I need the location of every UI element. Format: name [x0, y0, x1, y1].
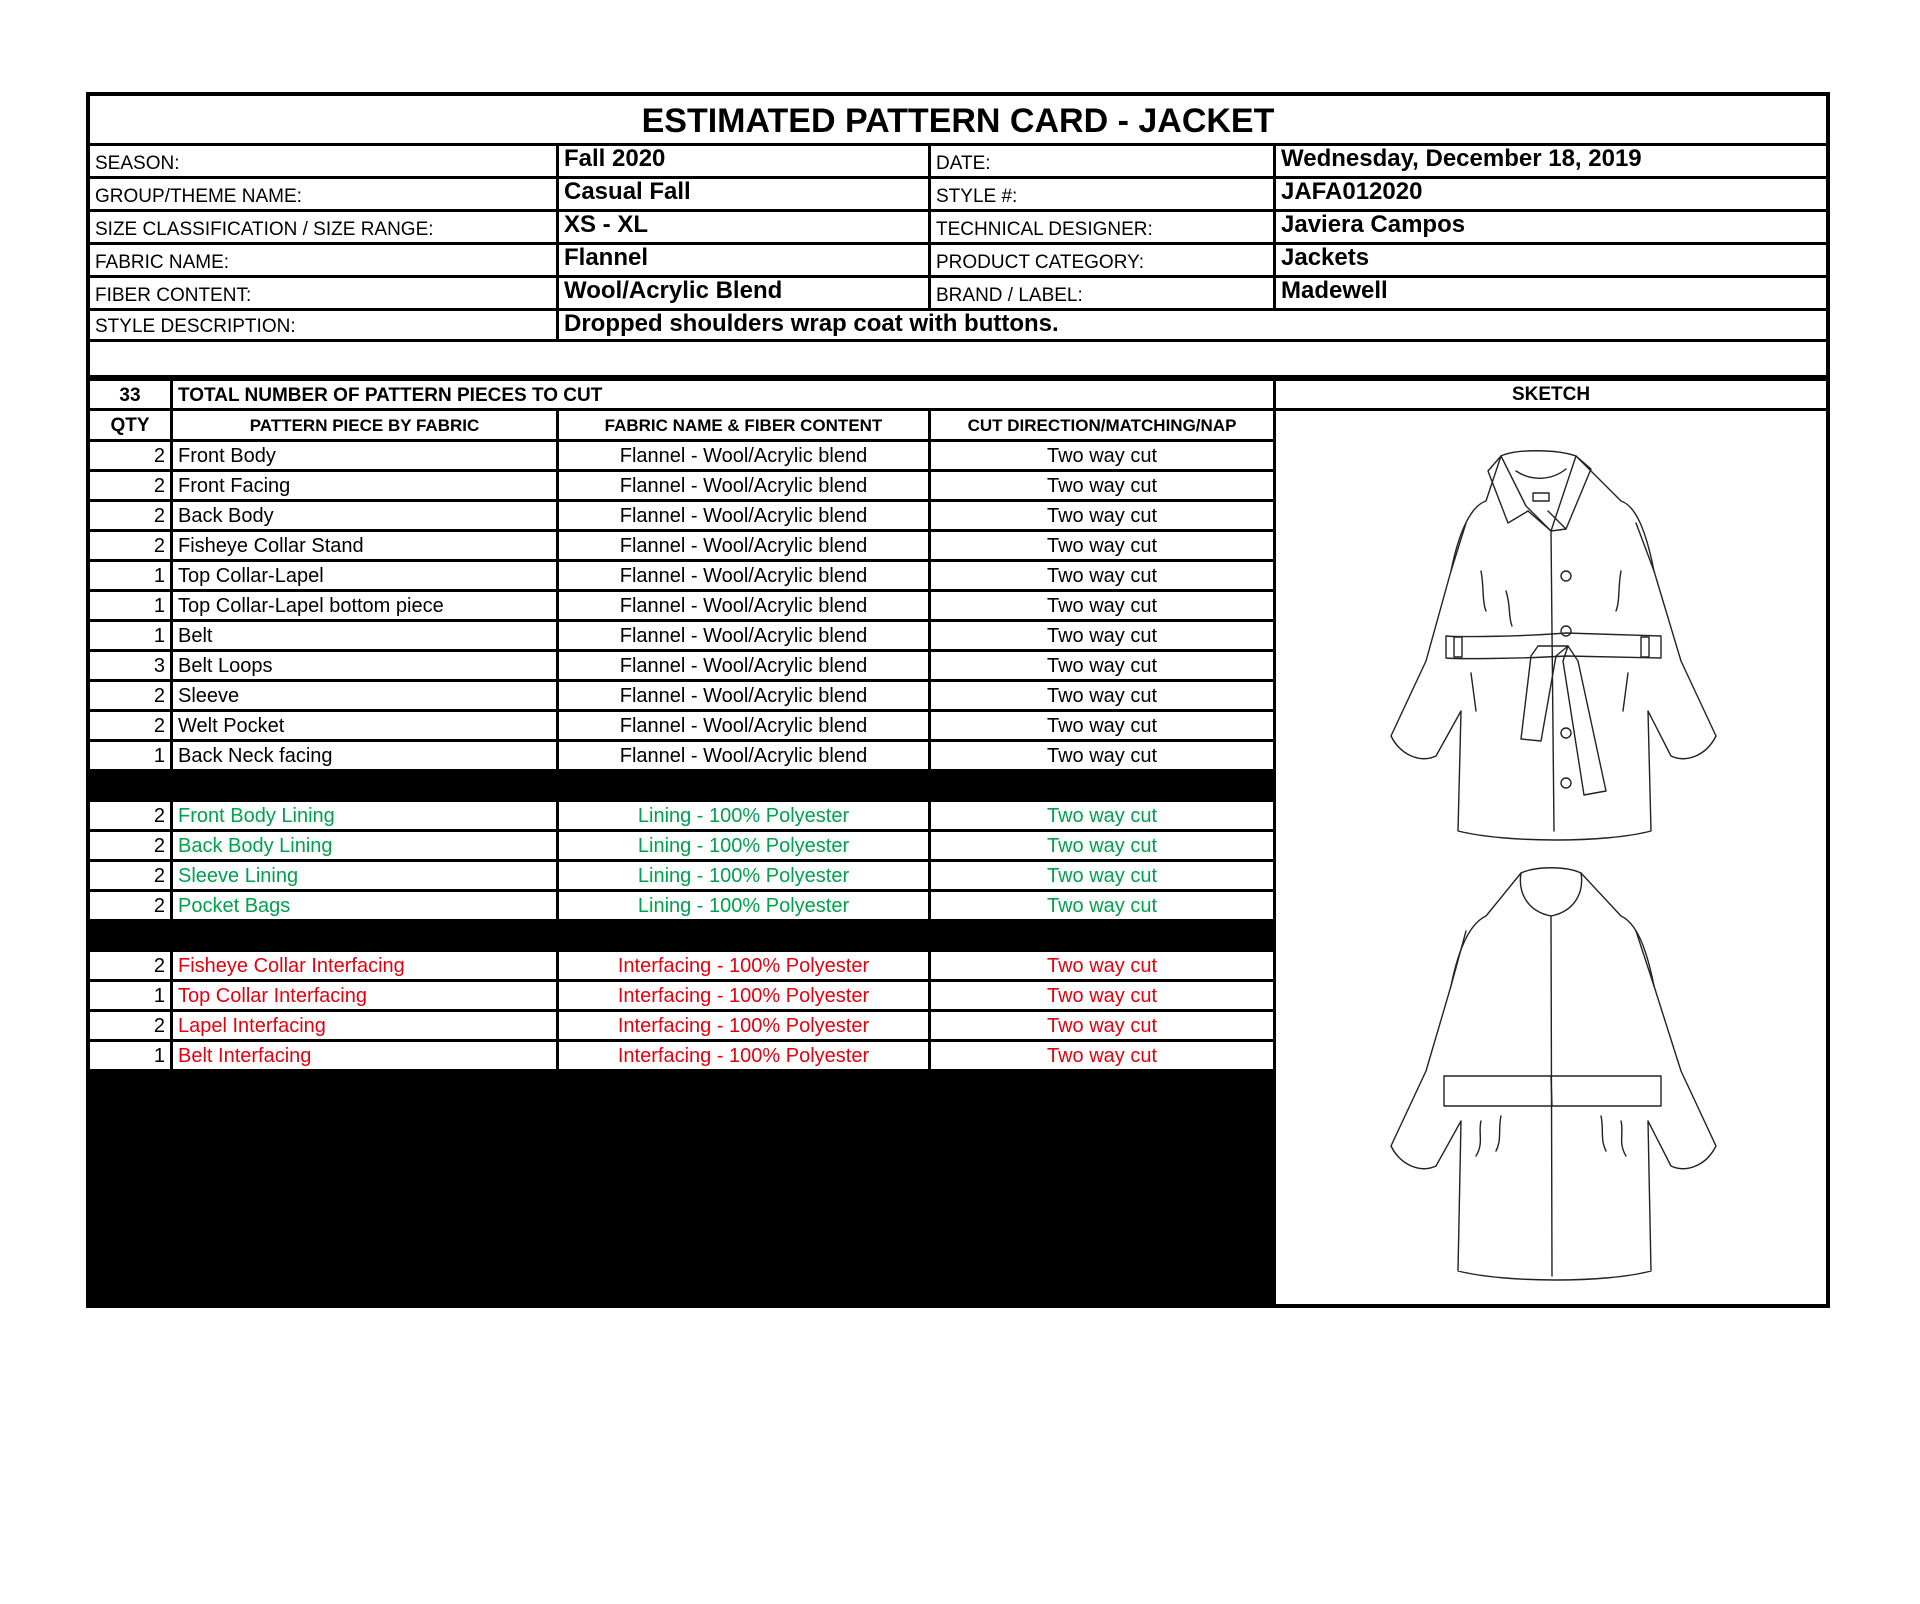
qty-cell: 1	[153, 565, 165, 587]
fabric-cell: Flannel - Wool/Acrylic blend	[556, 592, 928, 619]
cut-direction-cell: Two way cut	[928, 1012, 1273, 1039]
table-row	[90, 832, 1273, 862]
table-row	[90, 892, 1273, 922]
piece-cell: Belt Interfacing	[170, 1042, 556, 1069]
piece-cell: Front Body Lining	[170, 802, 556, 829]
cut-direction-cell: Two way cut	[928, 892, 1273, 919]
fabric-cell: Flannel - Wool/Acrylic blend	[556, 652, 928, 679]
brand-value: Madewell	[1273, 278, 1826, 308]
cut-direction-cell: Two way cut	[928, 622, 1273, 649]
cut-direction-cell: Two way cut	[928, 562, 1273, 589]
size-label: SIZE CLASSIFICATION / SIZE RANGE:	[95, 219, 434, 240]
style-label: STYLE #:	[928, 179, 1273, 209]
piece-cell: Belt	[170, 622, 556, 649]
cut-direction-cell: Two way cut	[928, 592, 1273, 619]
date-value: Wednesday, December 18, 2019	[1273, 146, 1826, 176]
cut-direction-cell: Two way cut	[928, 982, 1273, 1009]
table-row	[90, 652, 1273, 682]
qty-cell: 2	[153, 535, 165, 557]
total-row	[90, 378, 1273, 411]
cut-direction-cell: Two way cut	[928, 862, 1273, 889]
piece-cell: Top Collar-Lapel bottom piece	[170, 592, 556, 619]
empty-filled-area	[90, 1072, 1273, 1304]
fabric-cell: Interfacing - 100% Polyester	[556, 1012, 928, 1039]
table-row	[90, 802, 1273, 832]
table-row	[90, 1012, 1273, 1042]
cut-direction-cell: Two way cut	[928, 952, 1273, 979]
piece-cell: Top Collar-Lapel	[170, 562, 556, 589]
qty-cell: 2	[153, 445, 165, 467]
piece-cell: Welt Pocket	[170, 712, 556, 739]
table-row	[90, 682, 1273, 712]
qty-cell: 2	[153, 955, 165, 977]
qty-cell: 1	[153, 595, 165, 617]
page-title: ESTIMATED PATTERN CARD - JACKET	[90, 96, 1826, 146]
table-row	[90, 1042, 1273, 1072]
cut-direction-cell: Two way cut	[928, 472, 1273, 499]
qty-cell: 2	[153, 805, 165, 827]
piece-cell: Sleeve	[170, 682, 556, 709]
total-count: 33	[119, 385, 141, 406]
cut-direction-cell: Two way cut	[928, 712, 1273, 739]
fabric-cell: Flannel - Wool/Acrylic blend	[556, 622, 928, 649]
header-row-description	[90, 311, 1826, 342]
spacer-row	[90, 342, 1826, 378]
qty-cell: 2	[153, 475, 165, 497]
fabric-cell: Flannel - Wool/Acrylic blend	[556, 532, 928, 559]
fabric-label: FABRIC NAME:	[95, 252, 230, 273]
qty-cell: 2	[153, 715, 165, 737]
jacket-back-sketch-icon	[1276, 411, 1826, 1304]
qty-cell: 2	[153, 835, 165, 857]
fabric-cell: Flannel - Wool/Acrylic blend	[556, 712, 928, 739]
table-row	[90, 982, 1273, 1012]
piece-cell: Back Body Lining	[170, 832, 556, 859]
piece-cell: Front Body	[170, 442, 556, 469]
fabric-cell: Flannel - Wool/Acrylic blend	[556, 682, 928, 709]
piece-cell: Back Neck facing	[170, 742, 556, 769]
cut-direction-cell: Two way cut	[928, 532, 1273, 559]
piece-cell: Pocket Bags	[170, 892, 556, 919]
fabric-cell: Interfacing - 100% Polyester	[556, 1042, 928, 1069]
col-qty-header: QTY	[110, 415, 150, 436]
tech-designer-value: Javiera Campos	[1273, 212, 1826, 242]
fabric-cell: Lining - 100% Polyester	[556, 802, 928, 829]
piece-cell: Fisheye Collar Stand	[170, 532, 556, 559]
table-row	[90, 442, 1273, 472]
fabric-cell: Interfacing - 100% Polyester	[556, 952, 928, 979]
date-label: DATE:	[928, 146, 1273, 176]
tech-designer-label: TECHNICAL DESIGNER:	[928, 212, 1273, 242]
group-value: Casual Fall	[556, 179, 928, 209]
table-row	[90, 952, 1273, 982]
piece-cell: Lapel Interfacing	[170, 1012, 556, 1039]
header-row-season	[90, 146, 1826, 179]
fiber-value: Wool/Acrylic Blend	[556, 278, 928, 308]
cut-direction-cell: Two way cut	[928, 652, 1273, 679]
description-value: Dropped shoulders wrap coat with buttons.	[556, 311, 1826, 339]
fabric-cell: Flannel - Wool/Acrylic blend	[556, 472, 928, 499]
cut-direction-cell: Two way cut	[928, 502, 1273, 529]
season-value: Fall 2020	[556, 146, 928, 176]
fabric-cell: Lining - 100% Polyester	[556, 892, 928, 919]
header-row-size	[90, 212, 1826, 245]
cut-direction-cell: Two way cut	[928, 1042, 1273, 1069]
table-row	[90, 592, 1273, 622]
piece-cell: Front Facing	[170, 472, 556, 499]
cut-direction-cell: Two way cut	[928, 682, 1273, 709]
piece-cell: Sleeve Lining	[170, 862, 556, 889]
size-value: XS - XL	[556, 212, 928, 242]
season-label: SEASON:	[95, 153, 180, 174]
qty-cell: 1	[153, 985, 165, 1007]
table-row	[90, 862, 1273, 892]
table-row	[90, 742, 1273, 772]
sketch-header: SKETCH	[1273, 378, 1826, 411]
fabric-cell: Flannel - Wool/Acrylic blend	[556, 442, 928, 469]
qty-cell: 1	[153, 1045, 165, 1067]
header-row-fabric	[90, 245, 1826, 278]
category-label: PRODUCT CATEGORY:	[928, 245, 1273, 275]
fabric-cell: Flannel - Wool/Acrylic blend	[556, 502, 928, 529]
sketch-area	[1273, 411, 1826, 1304]
total-label: TOTAL NUMBER OF PATTERN PIECES TO CUT	[170, 381, 1273, 408]
qty-cell: 1	[153, 625, 165, 647]
style-value: JAFA012020	[1273, 179, 1826, 209]
table-row	[90, 472, 1273, 502]
cut-direction-cell: Two way cut	[928, 442, 1273, 469]
fabric-value: Flannel	[556, 245, 928, 275]
section-divider	[90, 772, 1273, 802]
fabric-cell: Flannel - Wool/Acrylic blend	[556, 742, 928, 769]
qty-cell: 2	[153, 685, 165, 707]
fabric-cell: Interfacing - 100% Polyester	[556, 982, 928, 1009]
piece-cell: Fisheye Collar Interfacing	[170, 952, 556, 979]
description-label: STYLE DESCRIPTION:	[95, 316, 296, 337]
table-row	[90, 622, 1273, 652]
brand-label: BRAND / LABEL:	[928, 278, 1273, 308]
group-label: GROUP/THEME NAME:	[95, 186, 302, 207]
fiber-label: FIBER CONTENT:	[95, 285, 252, 306]
col-fabric-header: FABRIC NAME & FIBER CONTENT	[556, 411, 928, 439]
header-row-fiber	[90, 278, 1826, 311]
col-piece-header: PATTERN PIECE BY FABRIC	[170, 411, 556, 439]
fabric-cell: Lining - 100% Polyester	[556, 862, 928, 889]
fabric-cell: Lining - 100% Polyester	[556, 832, 928, 859]
table-header-row	[90, 411, 1273, 442]
col-cut-header: CUT DIRECTION/MATCHING/NAP	[928, 411, 1273, 439]
category-value: Jackets	[1273, 245, 1826, 275]
qty-cell: 2	[153, 865, 165, 887]
table-row	[90, 712, 1273, 742]
qty-cell: 1	[153, 745, 165, 767]
table-row	[90, 562, 1273, 592]
header-row-group	[90, 179, 1826, 212]
pattern-card	[86, 92, 1830, 1308]
cut-direction-cell: Two way cut	[928, 832, 1273, 859]
cut-direction-cell: Two way cut	[928, 802, 1273, 829]
piece-cell: Back Body	[170, 502, 556, 529]
qty-cell: 3	[153, 655, 165, 677]
qty-cell: 2	[153, 1015, 165, 1037]
table-row	[90, 502, 1273, 532]
cut-direction-cell: Two way cut	[928, 742, 1273, 769]
qty-cell: 2	[153, 505, 165, 527]
piece-cell: Belt Loops	[170, 652, 556, 679]
section-divider	[90, 922, 1273, 952]
qty-cell: 2	[153, 895, 165, 917]
table-row	[90, 532, 1273, 562]
piece-cell: Top Collar Interfacing	[170, 982, 556, 1009]
fabric-cell: Flannel - Wool/Acrylic blend	[556, 562, 928, 589]
